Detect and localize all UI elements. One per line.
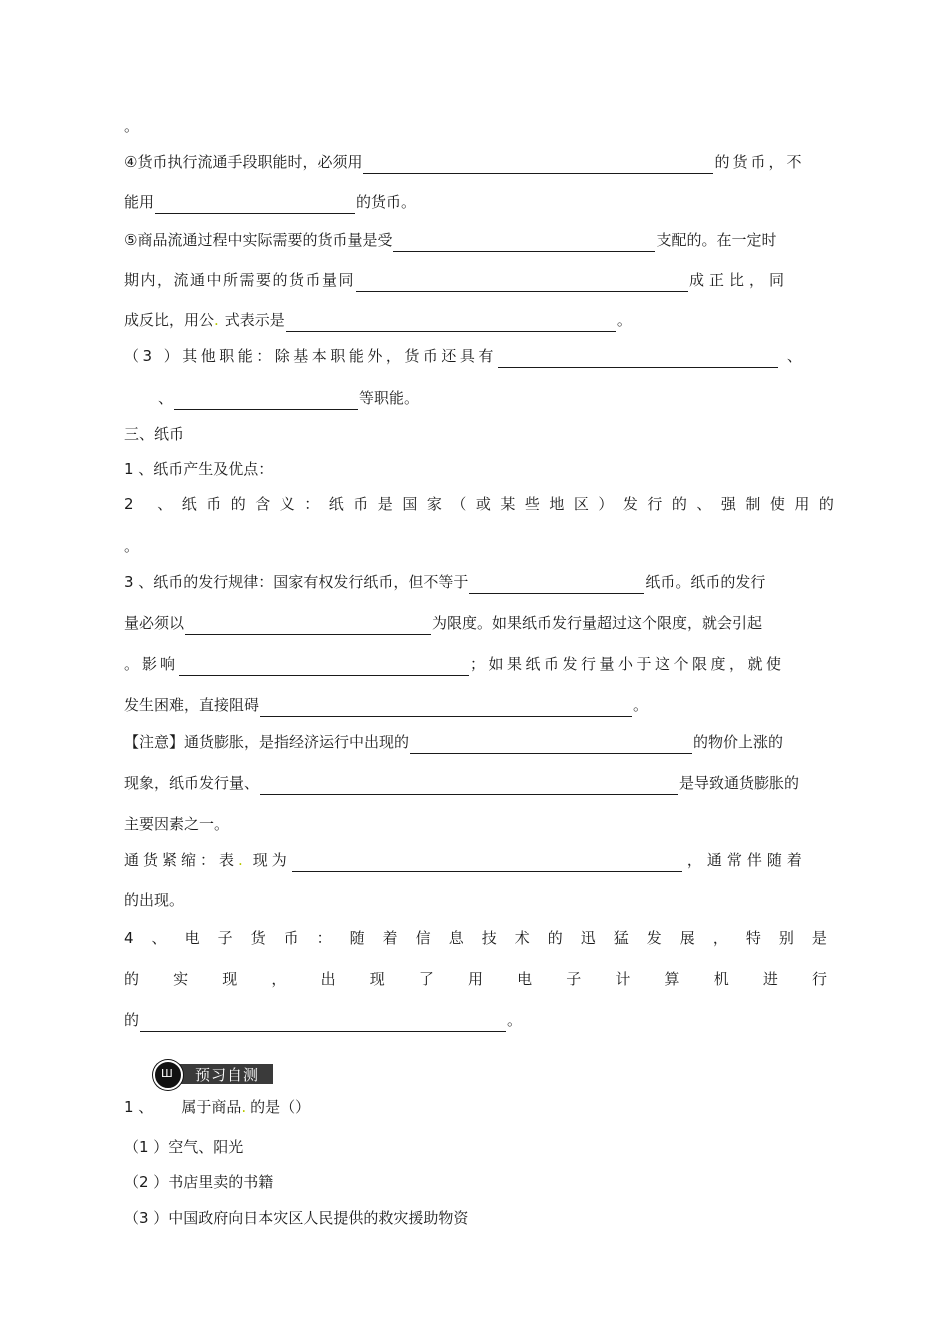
blank[interactable] — [260, 699, 632, 717]
char: ： — [316, 929, 332, 947]
char: 了 — [418, 970, 434, 988]
text: 能用 — [124, 193, 155, 211]
blank[interactable] — [286, 314, 616, 332]
char: 、 — [151, 929, 167, 947]
blank[interactable] — [498, 350, 778, 368]
line-07 — [124, 344, 827, 368]
text: 为限度。如果纸币发行量超过这个限度，就会引起 — [432, 614, 763, 632]
text: ⑤商品流通过程中实际需要的货币量是受 — [124, 231, 393, 249]
option-text: （1 ）空气、阳光 — [124, 1138, 244, 1156]
blank[interactable] — [363, 156, 713, 174]
char: 的 — [547, 929, 563, 947]
text: 的出现。 — [124, 891, 185, 909]
text: 。 — [124, 117, 140, 135]
char: 机 — [713, 970, 729, 988]
char: 4 — [124, 929, 134, 947]
line-08 — [124, 386, 827, 410]
char: 息 — [448, 929, 464, 947]
line-15 — [124, 652, 827, 676]
char: ， — [712, 929, 728, 947]
char: 子 — [566, 970, 582, 988]
text: 属于商品 — [181, 1098, 242, 1116]
char: 随 — [349, 929, 365, 947]
blank[interactable] — [393, 234, 655, 252]
char: 实 — [173, 970, 189, 988]
line-22 — [124, 926, 827, 950]
text: 期内，流通中所需要的货币量同 — [124, 271, 356, 289]
blank[interactable] — [292, 854, 682, 872]
text: 式表示是 — [224, 311, 285, 329]
text: （3 ）其他职能：除基本职能外，货币还具有 — [124, 347, 497, 365]
option-3 — [124, 1206, 827, 1230]
text: 、 — [786, 347, 802, 365]
text: ；如果纸币发行量小于这个限度，就使 — [470, 655, 785, 673]
text: 。 — [124, 537, 140, 555]
line-06 — [124, 308, 827, 332]
char: 电 — [517, 970, 533, 988]
blank[interactable] — [469, 576, 644, 594]
text: 的物价上涨的 — [693, 733, 784, 751]
option-text: （2 ）书店里卖的书籍 — [124, 1173, 274, 1191]
option-text: （3 ）中国政府向日本灾区人民提供的救灾援助物资 — [124, 1209, 469, 1227]
line-21 — [124, 888, 827, 912]
line-16 — [124, 693, 827, 717]
text: 现象，纸币发行量、 — [124, 774, 260, 792]
char: 展 — [679, 929, 695, 947]
char: 着 — [382, 929, 398, 947]
char: 货 — [250, 929, 266, 947]
text: ④货币执行流通手段职能时，必须用 — [124, 153, 363, 171]
blank[interactable] — [356, 274, 688, 292]
line-04 — [124, 228, 827, 252]
text: 量必须以 — [124, 614, 185, 632]
text: 主要因素之一。 — [124, 815, 230, 833]
line-14 — [124, 611, 827, 635]
text: 1 、纸币产生及优点： — [124, 460, 274, 478]
char: 迅 — [580, 929, 596, 947]
text: 发生困难，直接阻碍 — [124, 696, 260, 714]
text: 【注意】通货膨胀，是指经济运行中出现的 — [124, 733, 410, 751]
blank[interactable] — [179, 658, 469, 676]
section-heading-paper-money — [124, 422, 827, 446]
text: ，通常伴随着 — [686, 851, 807, 869]
line-10 — [124, 457, 827, 481]
line-18 — [124, 771, 827, 795]
question-1 — [124, 1095, 827, 1119]
blank[interactable] — [185, 617, 431, 635]
badge-title: 预习自测 — [195, 1066, 260, 1084]
heading: 三、纸币 — [124, 425, 185, 443]
line-01 — [124, 114, 827, 138]
note-line-17 — [124, 730, 827, 754]
char: 是 — [811, 929, 827, 947]
char: 币 — [283, 929, 299, 947]
char: 算 — [664, 970, 680, 988]
char: 猛 — [613, 929, 629, 947]
text: 现为 — [252, 851, 291, 869]
option-1 — [124, 1135, 827, 1159]
char: 行 — [811, 970, 827, 988]
char: 进 — [762, 970, 778, 988]
line-02 — [124, 150, 827, 174]
char: 信 — [415, 929, 431, 947]
char: 用 — [467, 970, 483, 988]
text: 成反比，用公 — [124, 311, 215, 329]
blank[interactable] — [174, 392, 358, 410]
text: 支配的。在一定时 — [656, 231, 777, 249]
char: 出 — [320, 970, 336, 988]
char: 技 — [481, 929, 497, 947]
text: 的货币，不 — [714, 153, 805, 171]
char: 术 — [514, 929, 530, 947]
line-24 — [124, 1008, 827, 1032]
badge-lead-glyph: Ш — [161, 1067, 173, 1080]
line-03 — [124, 190, 827, 214]
line-23 — [124, 967, 827, 991]
text: 。 — [616, 311, 632, 329]
text: 2 、纸币的含义：纸币是国家（或某些地区）发行的、强制使用的 — [124, 495, 844, 513]
line-05 — [124, 268, 827, 292]
char: 现 — [222, 970, 238, 988]
text: 。 — [507, 1011, 523, 1029]
question-number: 1 、 — [124, 1098, 154, 1116]
text: 通货紧缩：表 — [124, 851, 239, 869]
text: . — [214, 311, 219, 329]
text: 、 — [158, 389, 174, 407]
line-19 — [124, 812, 827, 836]
text: 的货币。 — [356, 193, 417, 211]
char: 的 — [124, 970, 140, 988]
line-20 — [124, 848, 827, 872]
blank[interactable] — [260, 777, 678, 795]
char: 子 — [217, 929, 233, 947]
char: 电 — [184, 929, 200, 947]
text: 成正比，同 — [689, 271, 790, 289]
line-12 — [124, 534, 827, 558]
text: 。 — [633, 696, 649, 714]
char: 特 — [745, 929, 761, 947]
text: 等职能。 — [359, 389, 420, 407]
blank[interactable] — [155, 196, 355, 214]
char: 计 — [615, 970, 631, 988]
text: . — [241, 1098, 247, 1116]
text: 的是（） — [250, 1098, 311, 1116]
blank[interactable] — [140, 1014, 506, 1032]
text: 的 — [124, 1011, 140, 1029]
text: . — [238, 851, 243, 869]
line-13 — [124, 570, 827, 594]
text: 纸币。纸币的发行 — [645, 573, 766, 591]
line-11 — [124, 492, 844, 516]
text: 是导致通货膨胀的 — [679, 774, 800, 792]
char: 别 — [778, 929, 794, 947]
char: 发 — [646, 929, 662, 947]
text: 3 、纸币的发行规律：国家有权发行纸币，但不等于 — [124, 573, 469, 591]
char: ， — [271, 970, 287, 988]
section-badge-preview-test — [153, 1060, 273, 1084]
blank[interactable] — [410, 736, 692, 754]
option-2 — [124, 1170, 827, 1194]
text: 。影响 — [124, 655, 179, 673]
char: 现 — [369, 970, 385, 988]
